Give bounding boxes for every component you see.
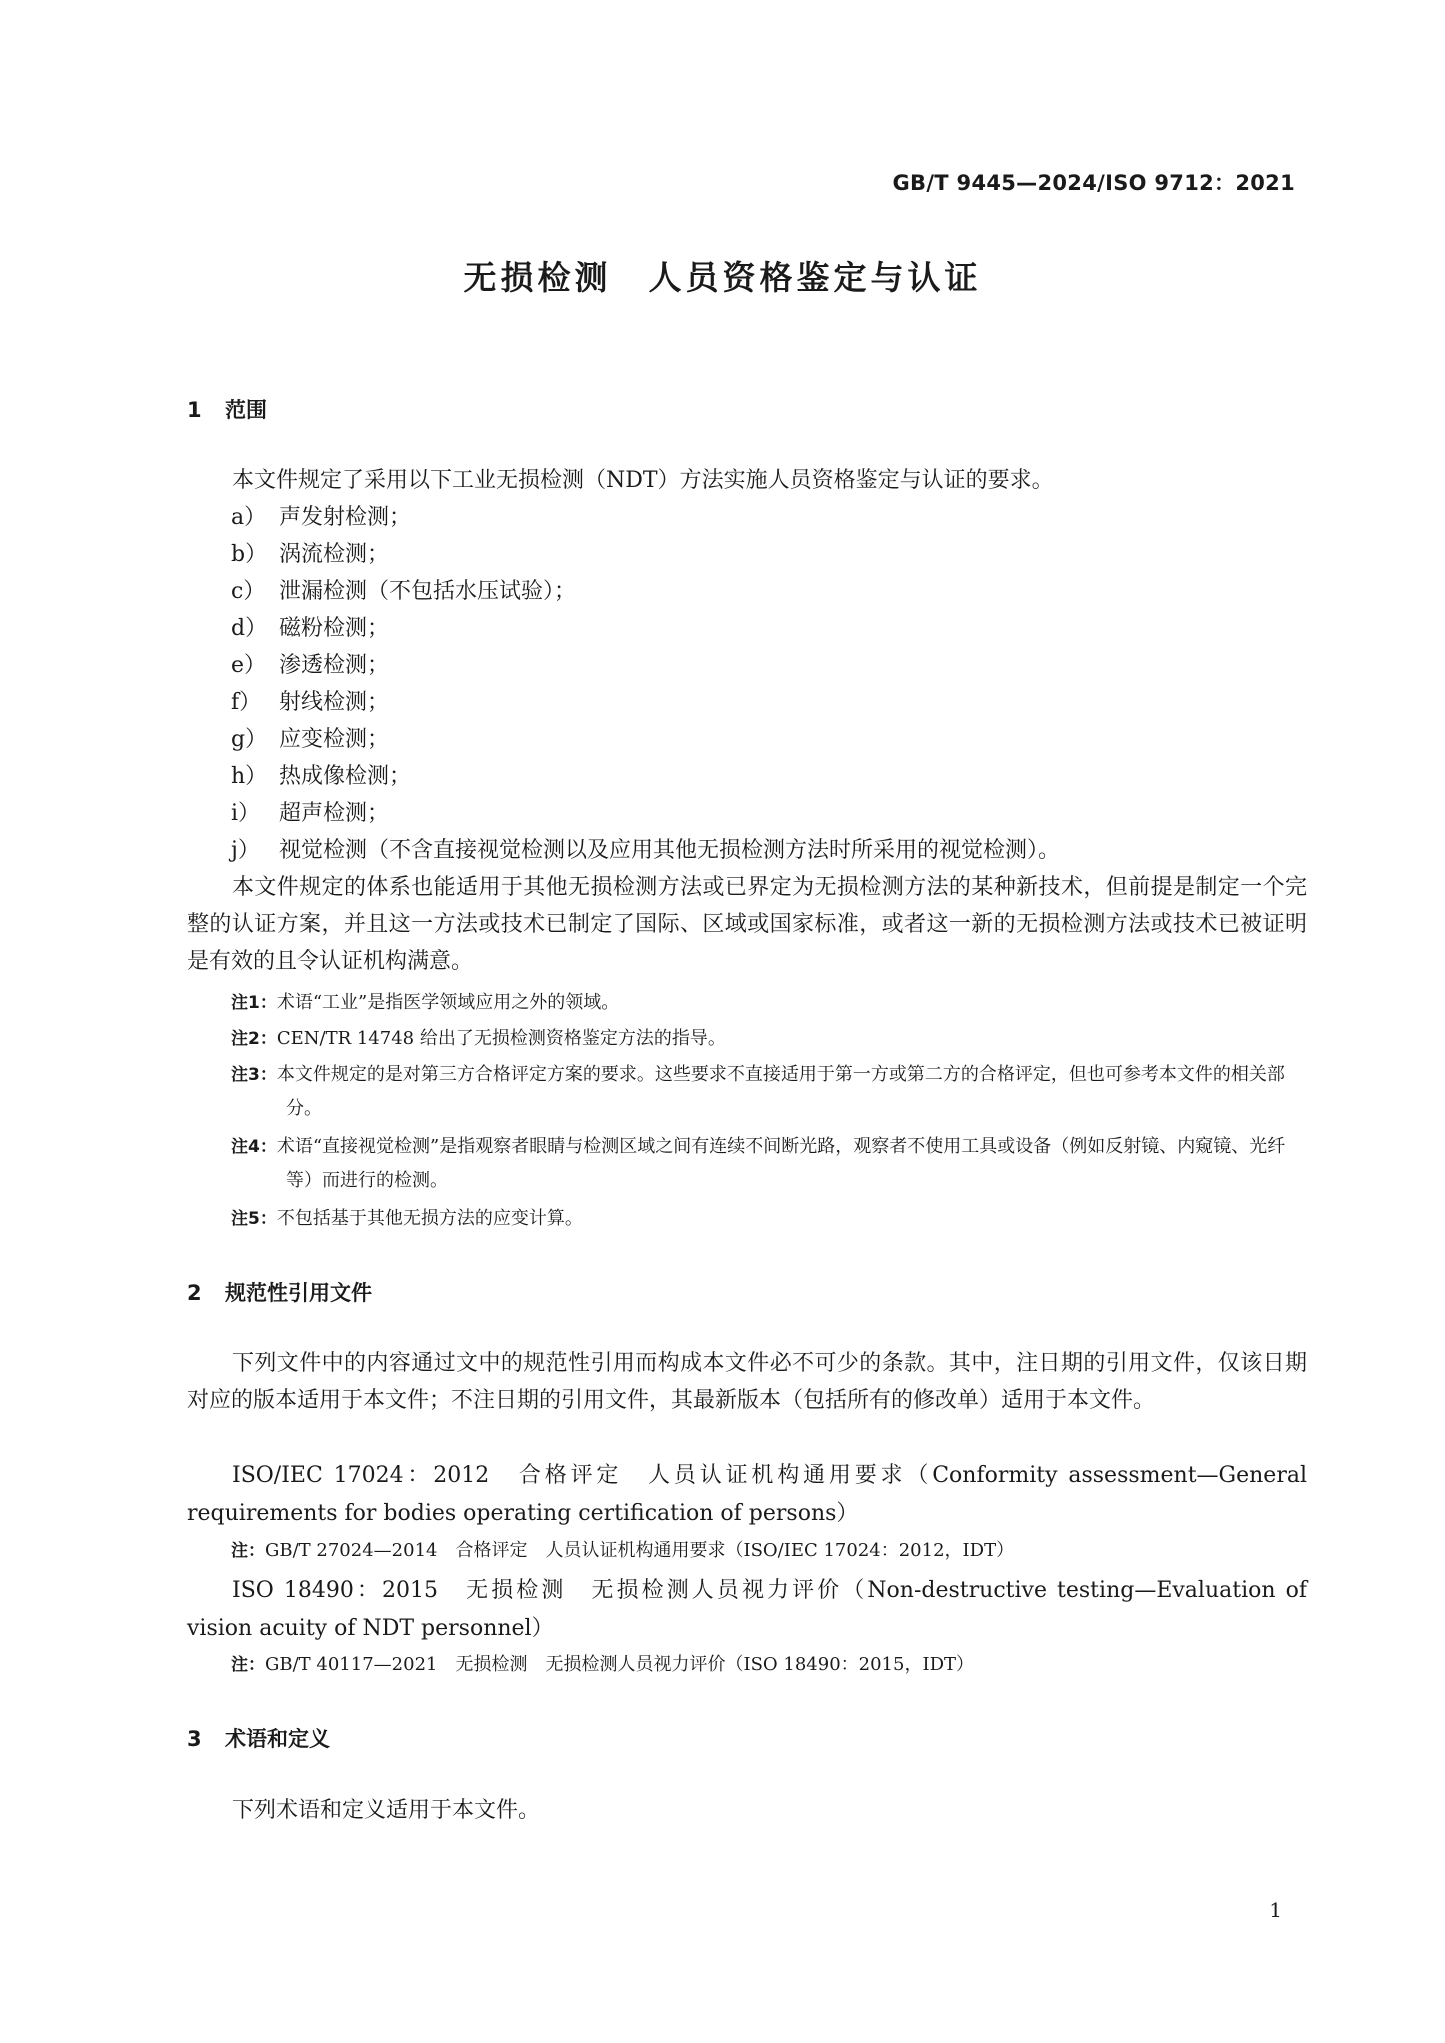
- note: [231, 986, 1307, 1020]
- list-marker: g）: [231, 727, 268, 752]
- list-text: 热成像检测；: [279, 764, 412, 789]
- note-text: 术语“工业”是指医学领域应用之外的领域。: [276, 992, 620, 1013]
- note-tag: 注：: [231, 1655, 265, 1675]
- list-text: 声发射检测；: [279, 505, 412, 530]
- list-marker: c）: [231, 579, 266, 604]
- list-text: 射线检测；: [279, 690, 390, 715]
- note-text: 不包括基于其他无损方法的应变计算。: [276, 1208, 583, 1229]
- section-1-heading: [187, 394, 267, 424]
- list-item: [231, 758, 411, 795]
- page-number: 1: [1269, 1898, 1282, 1922]
- scope-paragraph: 本文件规定的体系也能适用于其他无损检测方法或已界定为无损检测方法的某种新技术，但前提是制定一个完整的认证方案，并且这一方法或技术已制定了国际、区域或国家标准，或者这一新的无损检测方法或技术已被证明是有效的且令认证机构满意。: [187, 875, 1307, 974]
- list-marker: f）: [231, 690, 262, 715]
- reference-note: [231, 1534, 1307, 1568]
- list-marker: i）: [231, 801, 261, 826]
- note: [231, 1202, 1307, 1236]
- list-marker: a）: [231, 505, 267, 530]
- list-text: 涡流检测；: [279, 542, 390, 567]
- list-text: 应变检测；: [279, 727, 390, 752]
- list-item: [231, 499, 411, 536]
- note-text: CEN/TR 14748 给出了无损检测资格鉴定方法的指导。: [276, 1028, 726, 1049]
- list-item: [231, 832, 1060, 869]
- note-tag: 注4：: [231, 1137, 277, 1157]
- list-marker: h）: [231, 764, 268, 789]
- scope-intro: 本文件规定了采用以下工业无损检测（NDT）方法实施人员资格鉴定与认证的要求。: [232, 468, 1054, 493]
- list-item: [231, 721, 389, 758]
- note: [231, 1058, 1307, 1125]
- list-marker: d）: [231, 616, 268, 641]
- note-tag: 注5：: [231, 1209, 277, 1229]
- list-item: [231, 795, 389, 832]
- standard-number: GB/T 9445—2024/ISO 9712：2021: [892, 171, 1295, 195]
- note-text: 本文件规定的是对第三方合格评定方案的要求。这些要求不直接适用于第一方或第二方的合格评定，但也可参考本文件的相关部分。: [276, 1064, 1285, 1119]
- note: [231, 1130, 1307, 1197]
- references-intro: 下列文件中的内容通过文中的规范性引用而构成本文件必不可少的条款。其中，注日期的引用文件，仅该日期对应的版本适用于本文件；不注日期的引用文件，其最新版本（包括所有的修改单）适用于本文件。: [187, 1351, 1307, 1413]
- section-number: 2: [187, 1281, 202, 1305]
- list-text: 超声检测；: [279, 801, 390, 826]
- list-marker: b）: [231, 542, 268, 567]
- list-marker: j）: [231, 838, 260, 863]
- section-title: 术语和定义: [225, 1727, 330, 1751]
- list-item: [231, 647, 389, 684]
- section-2-heading: [187, 1277, 372, 1307]
- note: [231, 1022, 1307, 1056]
- section-3-heading: [187, 1723, 330, 1753]
- note-tag: 注3：: [231, 1065, 277, 1085]
- list-text: 视觉检测（不含直接视觉检测以及应用其他无损检测方法时所采用的视觉检测）。: [279, 838, 1061, 863]
- note-text: 术语“直接视觉检测”是指观察者眼睛与检测区域之间有连续不间断光路，观察者不使用工具或设备（例如反射镜、内窥镜、光纤等）而进行的检测。: [276, 1136, 1286, 1191]
- list-item: [231, 573, 576, 610]
- list-text: 渗透检测；: [279, 653, 390, 678]
- note-text: GB/T 40117—2021 无损检测 无损检测人员视力评价（ISO 18490：2015，IDT）: [265, 1654, 975, 1675]
- note-tag: 注2：: [231, 1029, 277, 1049]
- terms-intro: 下列术语和定义适用于本文件。: [232, 1798, 541, 1823]
- list-marker: e）: [231, 653, 267, 678]
- document-title: 无损检测 人员资格鉴定与认证: [463, 258, 982, 297]
- list-item: [231, 684, 389, 721]
- reference-note: [231, 1648, 1307, 1682]
- list-item: [231, 536, 389, 573]
- list-text: 泄漏检测（不包括水压试验）；: [279, 579, 577, 604]
- list-item: [231, 610, 389, 647]
- reference-entry: ISO 18490：2015 无损检测 无损检测人员视力评价（Non-destructive testing—Evaluation of vision acuity of NDT personnel）: [187, 1578, 1307, 1641]
- note-tag: 注：: [231, 1541, 265, 1561]
- note-tag: 注1：: [231, 993, 277, 1013]
- section-number: 3: [187, 1727, 202, 1751]
- list-text: 磁粉检测；: [279, 616, 390, 641]
- section-title: 规范性引用文件: [225, 1281, 372, 1305]
- section-number: 1: [187, 398, 202, 422]
- section-title: 范围: [225, 398, 267, 422]
- reference-entry: ISO/IEC 17024：2012 合格评定 人员认证机构通用要求（Conformity assessment—General requirements for bodies operating certification of persons）: [187, 1463, 1307, 1526]
- note-text: GB/T 27024—2014 合格评定 人员认证机构通用要求（ISO/IEC 17024：2012，IDT）: [265, 1540, 1015, 1561]
